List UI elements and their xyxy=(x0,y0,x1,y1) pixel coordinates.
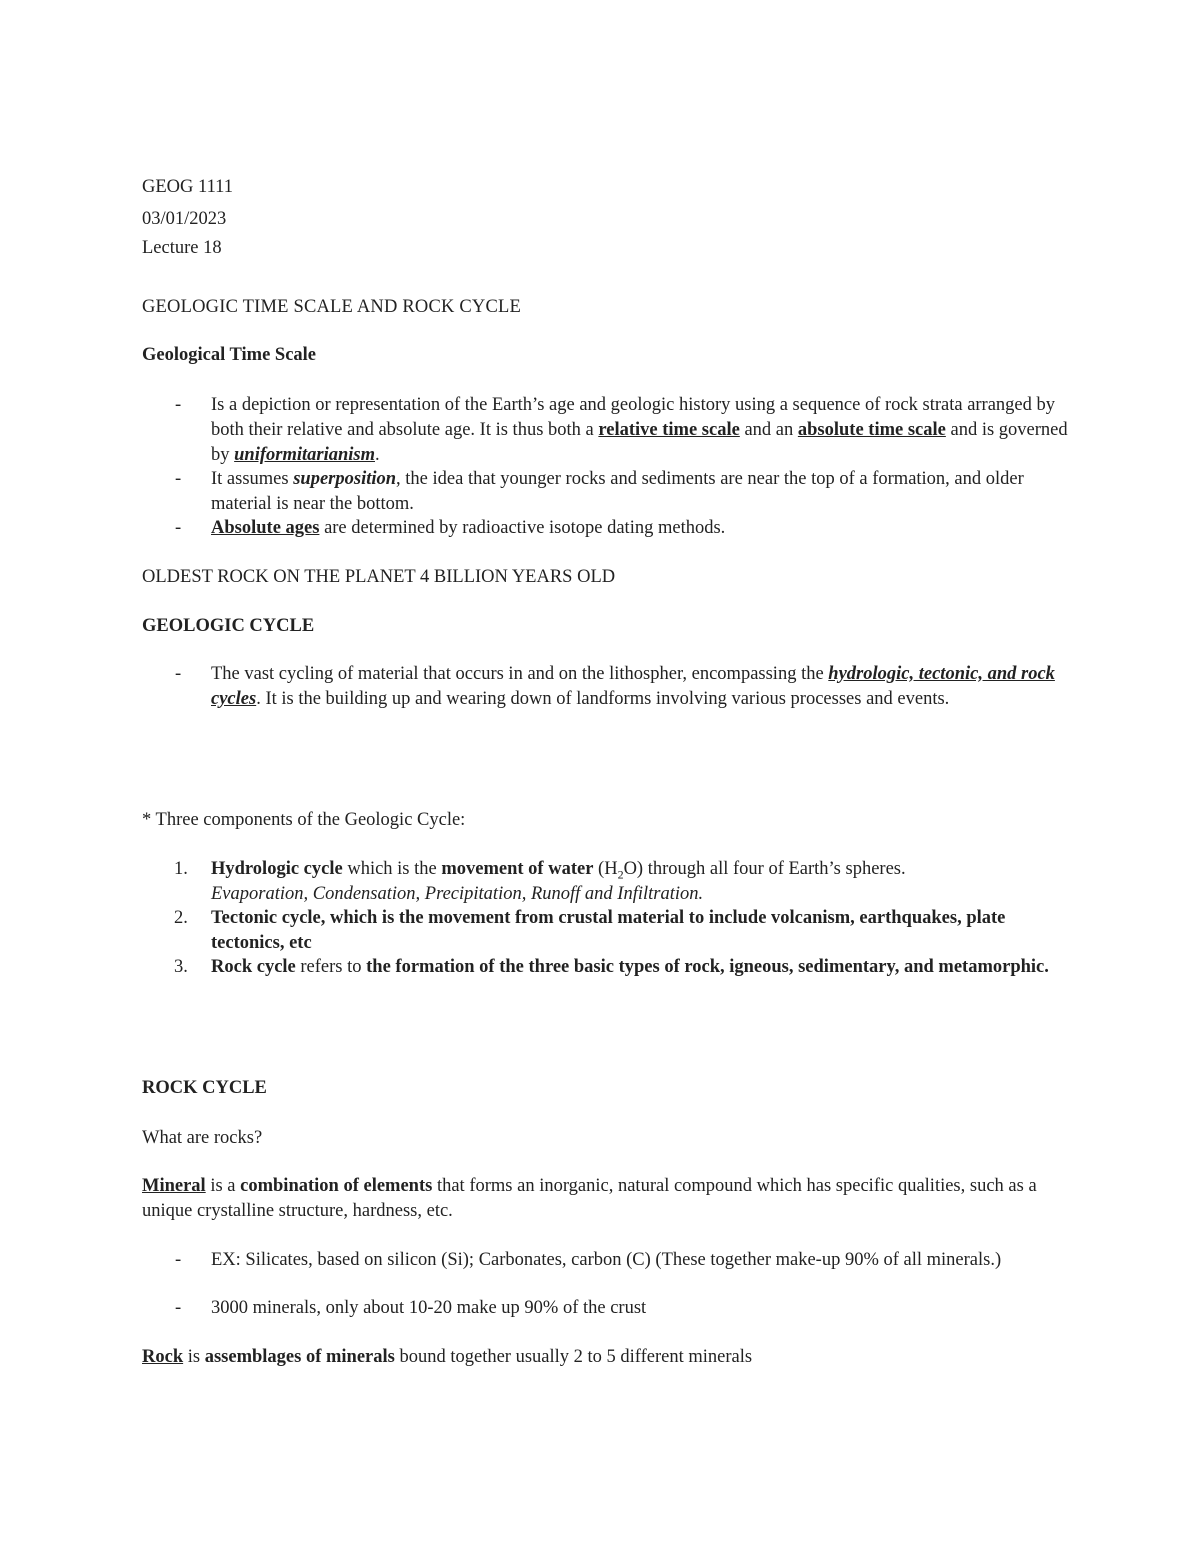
hydrologic-processes: Evaporation, Condensation, Precipitation, Runoff and Infiltration. xyxy=(211,884,704,904)
time-scale-heading: Geological Time Scale xyxy=(142,345,317,365)
rock-cycle-heading: ROCK CYCLE xyxy=(142,1078,267,1098)
mineral-bullet-2: 3000 minerals, only about 10-20 make up 90% of the crust xyxy=(211,1298,647,1318)
bullet-dash: - xyxy=(175,518,182,538)
bullet-dash: - xyxy=(175,664,182,684)
rock-term: Rock xyxy=(142,1347,184,1367)
oldest-rock-note: OLDEST ROCK ON THE PLANET 4 BILLION YEARS OLD xyxy=(142,567,616,587)
time-scale-bullet-3: Absolute ages are determined by radioactive isotope dating methods. xyxy=(211,518,726,538)
rock-definition: Rock is assemblages of minerals bound together usually 2 to 5 different minerals xyxy=(142,1347,753,1367)
bullet-dash: - xyxy=(175,469,182,489)
list-number: 3. xyxy=(174,957,188,977)
lecture-number: Lecture 18 xyxy=(142,238,222,258)
time-scale-bullet-2: It assumes superposition, the idea that younger rocks and sediments are near the top of a formation, and older material is near the bottom. xyxy=(211,469,1024,514)
rocks-question: What are rocks? xyxy=(142,1128,263,1148)
component-item-2: Tectonic cycle, which is the movement from crustal material to include volcanism, earthquakes, plate tectonics, etc xyxy=(211,908,1006,953)
component-item-1: Hydrologic cycle which is the movement of water $(H_2O)$ through all four of Earth’s spheres. Evaporation, Condensation, Precipitation, Runoff and Infiltration. xyxy=(211,859,906,904)
mineral-definition: Mineral is a combination of elements that forms an inorganic, natural compound which has specific qualities, such as a unique crystalline structure, hardness, etc. xyxy=(142,1176,1037,1221)
course-code: GEOG 1111 xyxy=(142,177,233,197)
bullet-dash: - xyxy=(175,395,182,415)
absolute-time-scale-term: absolute time scale xyxy=(797,420,946,440)
geologic-cycle-heading: GEOLOGIC CYCLE xyxy=(142,616,315,636)
bullet-dash: - xyxy=(175,1298,182,1318)
superposition-term: superposition xyxy=(293,469,397,489)
cycles-term: hydrologic, tectonic, and rock cycles xyxy=(211,664,1055,709)
mineral-term: Mineral xyxy=(142,1176,206,1196)
component-item-3: Rock cycle refers to the formation of the three basic types of rock, igneous, sedimentary, and metamorphic. xyxy=(211,957,1049,977)
geologic-cycle-bullet: The vast cycling of material that occurs in and on the lithospher, encompassing the hydrologic, tectonic, and rock cycles. It is the building up and wearing down of landforms involving various processes and events. xyxy=(211,664,1055,709)
mineral-bullet-1: EX: Silicates, based on silicon (Si); Carbonates, carbon (C) (These together make-up 90% of all minerals.) xyxy=(211,1250,1002,1270)
list-number: 2. xyxy=(174,908,188,928)
time-scale-bullet-1: Is a depiction or representation of the Earth’s age and geologic history using a sequence of rock strata arranged by both their relative and absolute age. It is thus both a relative time scale and an absolute time scale and is governed by uniformitarianism. xyxy=(211,395,1068,465)
uniformitarianism-term: uniformitarianism xyxy=(234,445,375,465)
absolute-ages-term: Absolute ages xyxy=(211,518,320,538)
relative-time-scale-term: relative time scale xyxy=(598,420,740,440)
document-title: GEOLOGIC TIME SCALE AND ROCK CYCLE xyxy=(142,297,522,317)
bullet-dash: - xyxy=(175,1250,182,1270)
lecture-date: 03/01/2023 xyxy=(142,209,227,229)
list-number: 1. xyxy=(174,859,188,879)
components-intro: * Three components of the Geologic Cycle: xyxy=(142,810,466,830)
